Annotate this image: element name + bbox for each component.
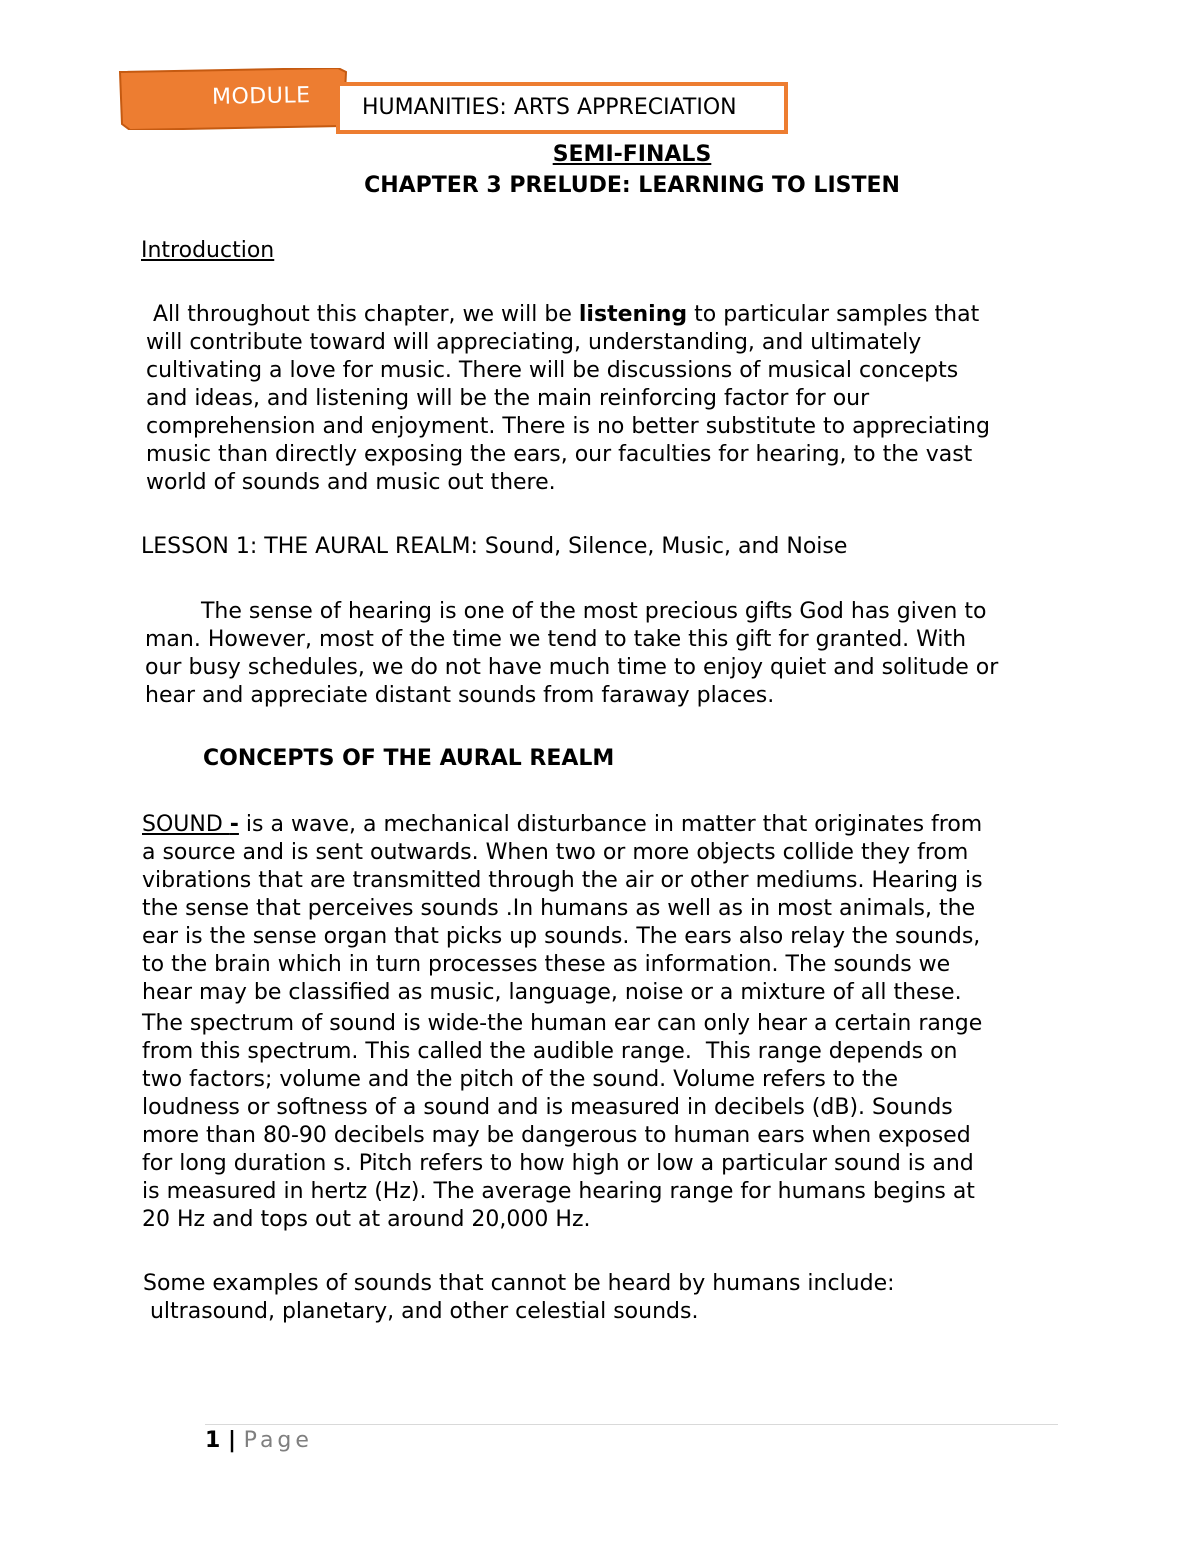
concepts-heading: CONCEPTS OF THE AURAL REALM — [203, 746, 615, 771]
spectrum-line: two factors; volume and the pitch of the sound. Volume refers to the — [142, 1067, 899, 1092]
intro-line: will contribute toward will appreciating, understanding, and ultimately — [146, 330, 922, 355]
lesson-paragraph — [145, 598, 998, 710]
sound-line: to the brain which in turn processes these as information. The sounds we — [142, 952, 951, 977]
introduction-paragraph — [146, 301, 990, 497]
sound-paragraph — [142, 811, 983, 1007]
term-title: SEMI-FINALS — [552, 142, 712, 167]
introduction-heading: Introduction — [141, 238, 275, 263]
chapter-title: CHAPTER 3 PRELUDE: LEARNING TO LISTEN — [364, 173, 900, 198]
footer-divider — [205, 1424, 1058, 1425]
page-separator: | — [220, 1428, 244, 1453]
examples-line: ultrasound, planetary, and other celestial sounds. — [143, 1299, 699, 1324]
sound-term: SOUND — [142, 812, 230, 837]
lesson-line: our busy schedules, we do not have much time to enjoy quiet and solitude or — [145, 655, 999, 680]
lesson-line: man. However, most of the time we tend to take this gift for granted. With — [145, 627, 967, 652]
spectrum-line: for long duration s. Pitch refers to how high or low a particular sound is and — [142, 1151, 974, 1176]
sound-line: vibrations that are transmitted through the air or other mediums. Hearing is — [142, 868, 983, 893]
lesson-title: LESSON 1: THE AURAL REALM: Sound, Silence, Music, and Noise — [141, 534, 848, 559]
examples-paragraph — [143, 1270, 895, 1326]
spectrum-line: from this spectrum. This called the audible range. This range depends on — [142, 1039, 958, 1064]
intro-line: world of sounds and music out there. — [146, 470, 556, 495]
sound-line: the sense that perceives sounds .In humans as well as in most animals, the — [142, 896, 976, 921]
examples-line: Some examples of sounds that cannot be heard by humans include: — [143, 1271, 895, 1296]
sound-line: a source and is sent outwards. When two or more objects collide they from — [142, 840, 969, 865]
sound-line: hear may be classified as music, language, noise or a mixture of all these. — [142, 980, 962, 1005]
lesson-line: The sense of hearing is one of the most precious gifts God has given to — [145, 599, 987, 624]
lesson-line: hear and appreciate distant sounds from faraway places. — [145, 683, 775, 708]
spectrum-line: loudness or softness of a sound and is measured in decibels (dB). Sounds — [142, 1095, 953, 1120]
sound-line: is a wave, a mechanical disturbance in matter that originates from — [238, 812, 983, 837]
spectrum-line: more than 80-90 decibels may be dangerous to human ears when exposed — [142, 1123, 971, 1148]
spectrum-line: 20 Hz and tops out at around 20,000 Hz. — [142, 1207, 591, 1232]
intro-text: All throughout this chapter, we will be — [146, 302, 579, 327]
page-word: Page — [243, 1428, 313, 1453]
module-label: MODULE — [211, 83, 311, 110]
intro-line: music than directly exposing the ears, our faculties for hearing, to the vast — [146, 442, 973, 467]
page-number: 1 — [205, 1428, 221, 1453]
spectrum-paragraph — [142, 1010, 982, 1234]
intro-line: comprehension and enjoyment. There is no better substitute to appreciating — [146, 414, 990, 439]
sound-dash: - — [229, 812, 239, 837]
intro-line: cultivating a love for music. There will be discussions of musical concepts — [146, 358, 959, 383]
spectrum-line: The spectrum of sound is wide-the human ear can only hear a certain range — [142, 1011, 983, 1036]
page-footer — [205, 1428, 313, 1453]
intro-bold-word: listening — [578, 302, 688, 327]
spectrum-line: is measured in hertz (Hz). The average hearing range for humans begins at — [142, 1179, 975, 1204]
sound-line: ear is the sense organ that picks up sounds. The ears also relay the sounds, — [142, 924, 981, 949]
intro-line: and ideas, and listening will be the main reinforcing factor for our — [146, 386, 870, 411]
subject-title: HUMANITIES: ARTS APPRECIATION — [362, 95, 737, 120]
intro-text: to particular samples that — [687, 302, 980, 327]
